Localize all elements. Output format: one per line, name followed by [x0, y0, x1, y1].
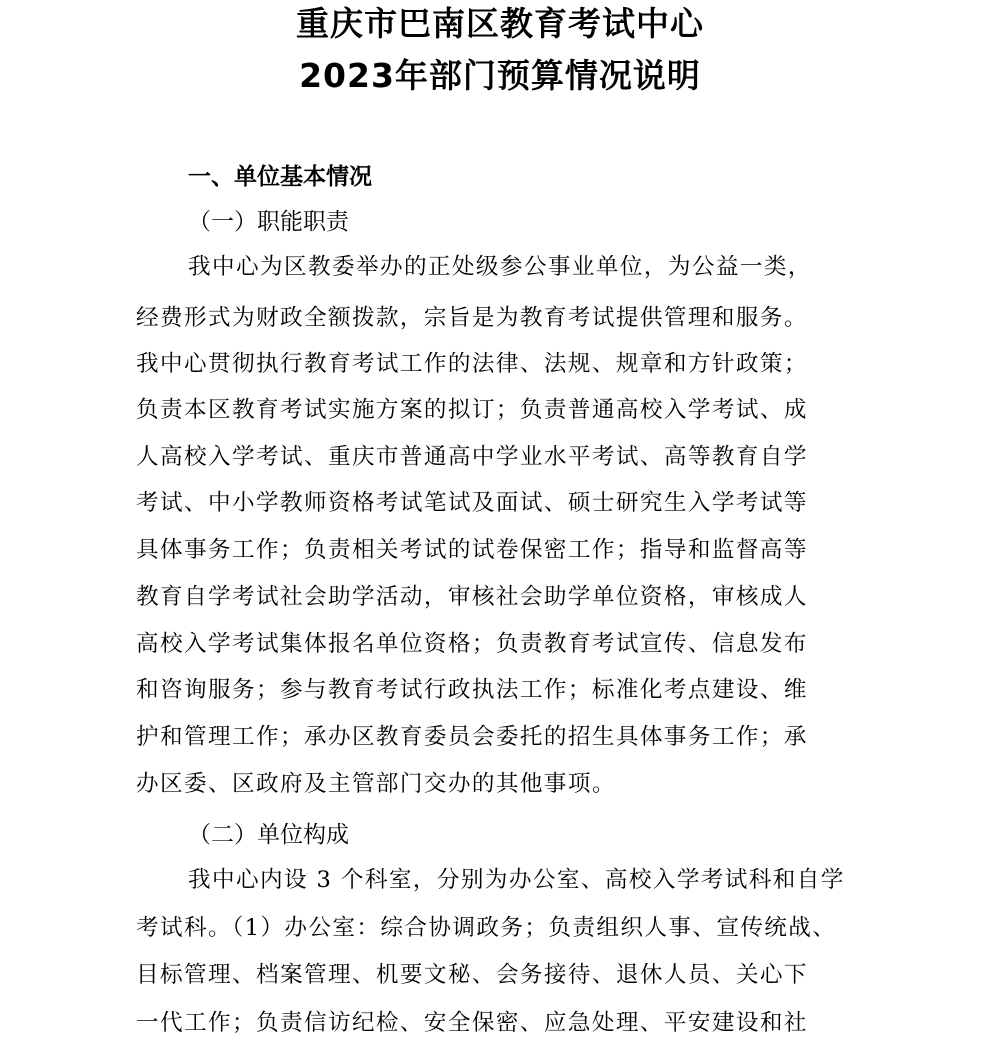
paragraph-line: 人高校入学考试、重庆市普通高中学业水平考试、高等教育自学 [136, 444, 808, 470]
document-title-line1: 重庆市巴南区教育考试中心 [296, 4, 704, 43]
paragraph-line: 一代工作；负责信访纪检、安全保密、应急处理、平安建设和社 [136, 1010, 808, 1036]
section-heading-basic-info: 一、单位基本情况 [188, 164, 372, 190]
paragraph-line: 具体事务工作；负责相关考试的试卷保密工作；指导和监督高等 [136, 537, 808, 563]
paragraph-line: 目标管理、档案管理、机要文秘、会务接待、退休人员、关心下 [136, 962, 808, 988]
paragraph-line: 护和管理工作；承办区教育委员会委托的招生具体事务工作；承 [136, 724, 808, 750]
paragraph-line: 我中心贯彻执行教育考试工作的法律、法规、规章和方针政策； [136, 351, 808, 377]
subsection-heading-structure: （二）单位构成 [188, 822, 349, 848]
paragraph-line: 和咨询服务；参与教育考试行政执法工作；标准化考点建设、维 [136, 677, 808, 703]
paragraph-line: 我中心内设 3 个科室，分别为办公室、高校入学考试科和自学 [188, 867, 845, 893]
document-title-line2: 2023年部门预算情况说明 [299, 56, 701, 95]
paragraph-line: 教育自学考试社会助学活动，审核社会助学单位资格，审核成人 [136, 584, 808, 610]
paragraph-line: 考试科。（1）办公室：综合协调政务；负责组织人事、宣传统战、 [136, 915, 837, 941]
paragraph-line: 负责本区教育考试实施方案的拟订；负责普通高校入学考试、成 [136, 397, 808, 423]
subsection-heading-functions: （一）职能职责 [188, 209, 349, 235]
paragraph-line: 我中心为区教委举办的正处级参公事业单位，为公益一类， [188, 254, 812, 280]
paragraph-line: 高校入学考试集体报名单位资格；负责教育考试宣传、信息发布 [136, 631, 808, 657]
paragraph-line: 考试、中小学教师资格考试笔试及面试、硕士研究生入学考试等 [136, 490, 808, 516]
paragraph-line: 经费形式为财政全额拨款，宗旨是为教育考试提供管理和服务。 [136, 305, 808, 331]
paragraph-line: 办区委、区政府及主管部门交办的其他事项。 [136, 771, 616, 797]
